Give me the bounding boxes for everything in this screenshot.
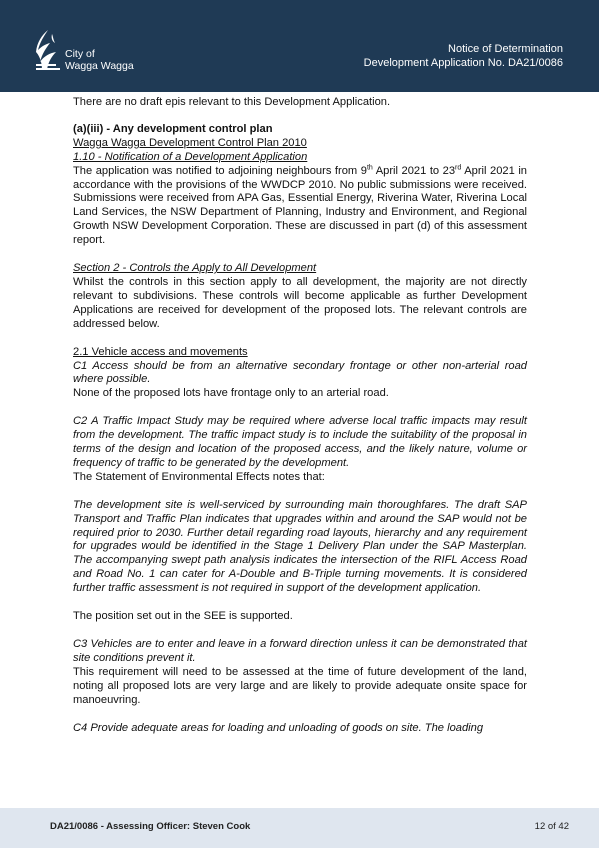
page-number: 12 of 42 (534, 821, 569, 832)
document-title (364, 42, 563, 70)
notification-sup-2: rd (455, 163, 462, 171)
control-c1-response: None of the proposed lots have frontage only to an arterial road. (73, 387, 389, 400)
dcp-name: Wagga Wagga Development Control Plan 2010 (73, 136, 307, 149)
document-body (73, 96, 527, 735)
logo-mark-icon (34, 28, 62, 72)
title-line-2: Development Application No. DA21/0086 (363, 57, 563, 69)
see-supported: The position set out in the SEE is supported. (73, 610, 293, 623)
section-1-10-heading: 1.10 - Notification of a Development Application (73, 150, 308, 163)
notification-sup-1: th (366, 163, 373, 171)
council-logo (34, 28, 154, 74)
logo-line-2: Wagga Wagga (65, 60, 134, 72)
control-c3-response: This requirement will need to be assessed at the time of future development of the land, noting all proposed lots are very large and are likely to provide adequate onsite space for manoeuvring. (73, 665, 527, 706)
notification-text-b: April 2021 to 23 (372, 164, 456, 177)
logo-line-1: City of (65, 48, 95, 60)
logo-wordmark (65, 48, 134, 72)
notification-paragraph (73, 165, 527, 248)
title-line-1: Notice of Determination (448, 43, 563, 55)
notification-text-c: April 2021 in accordance with the provisions of the WWDCP 2010. No public submissions were received. Submissions were received from APA Gas, Essential Energy, Riverina Water, Riverina Local Land Services, the NSW Department of Planning, Industry and Environment, and Regional Growth NSW Development Corporation. These are discussed in part (d) of this assessment report. (73, 164, 527, 247)
paragraph-no-epis: There are no draft epis relevant to this Development Application. (73, 96, 391, 108)
page-footer (0, 808, 599, 848)
control-c3: C3 Vehicles are to enter and leave in a forward direction unless it can be demonstrated that site conditions prevent it. (73, 638, 527, 664)
page-header (0, 0, 599, 92)
control-c2: C2 A Traffic Impact Study may be required where adverse local traffic impacts may result from the development. The traffic impact study is to include the suitability of the proposal in terms of the design and location of the proposed access, and the likely nature, volume or frequency of traffic to be generated by the development. (73, 415, 527, 469)
control-c1: C1 Access should be from an alternative secondary frontage or other non-arterial road where possible. (73, 359, 527, 386)
notification-text-a: The application was notified to adjoining neighbours from 9 (73, 164, 367, 177)
section-2-1-heading: 2.1 Vehicle access and movements (73, 345, 248, 358)
heading-dcp: (a)(iii) - Any development control plan (73, 122, 273, 135)
section-2-paragraph: Whilst the controls in this section apply to all development, the majority are not directly relevant to subdivisions. These controls will become applicable as further Development Applications are received for development of the proposed lots. The relevant controls are addressed below. (73, 275, 527, 330)
section-2-heading: Section 2 - Controls the Apply to All Development (73, 262, 317, 275)
see-quote: The development site is well-serviced by surrounding main thoroughfares. The draft SAP Transport and Traffic Plan indicates that upgrades within and around the SAP would not be required prior to 2030. Further detail regarding road layouts, hierarchy and any requirement for upgrades would be identified in the Stage 1 Delivery Plan under the SAP Masterplan. The accompanying swept path analysis indicates the intersection of the RIFL Access Road and Road No. 1 can cater for A-Double and B-Triple turning movements. It is considered further traffic assessment is not required in support of the development application. (73, 498, 527, 595)
control-c2-response: The Statement of Environmental Effects notes that: (73, 470, 325, 483)
footer-assessing-officer: DA21/0086 - Assessing Officer: Steven Cook (50, 821, 251, 832)
control-c4: C4 Provide adequate areas for loading and unloading of goods on site. The loading (73, 721, 484, 734)
